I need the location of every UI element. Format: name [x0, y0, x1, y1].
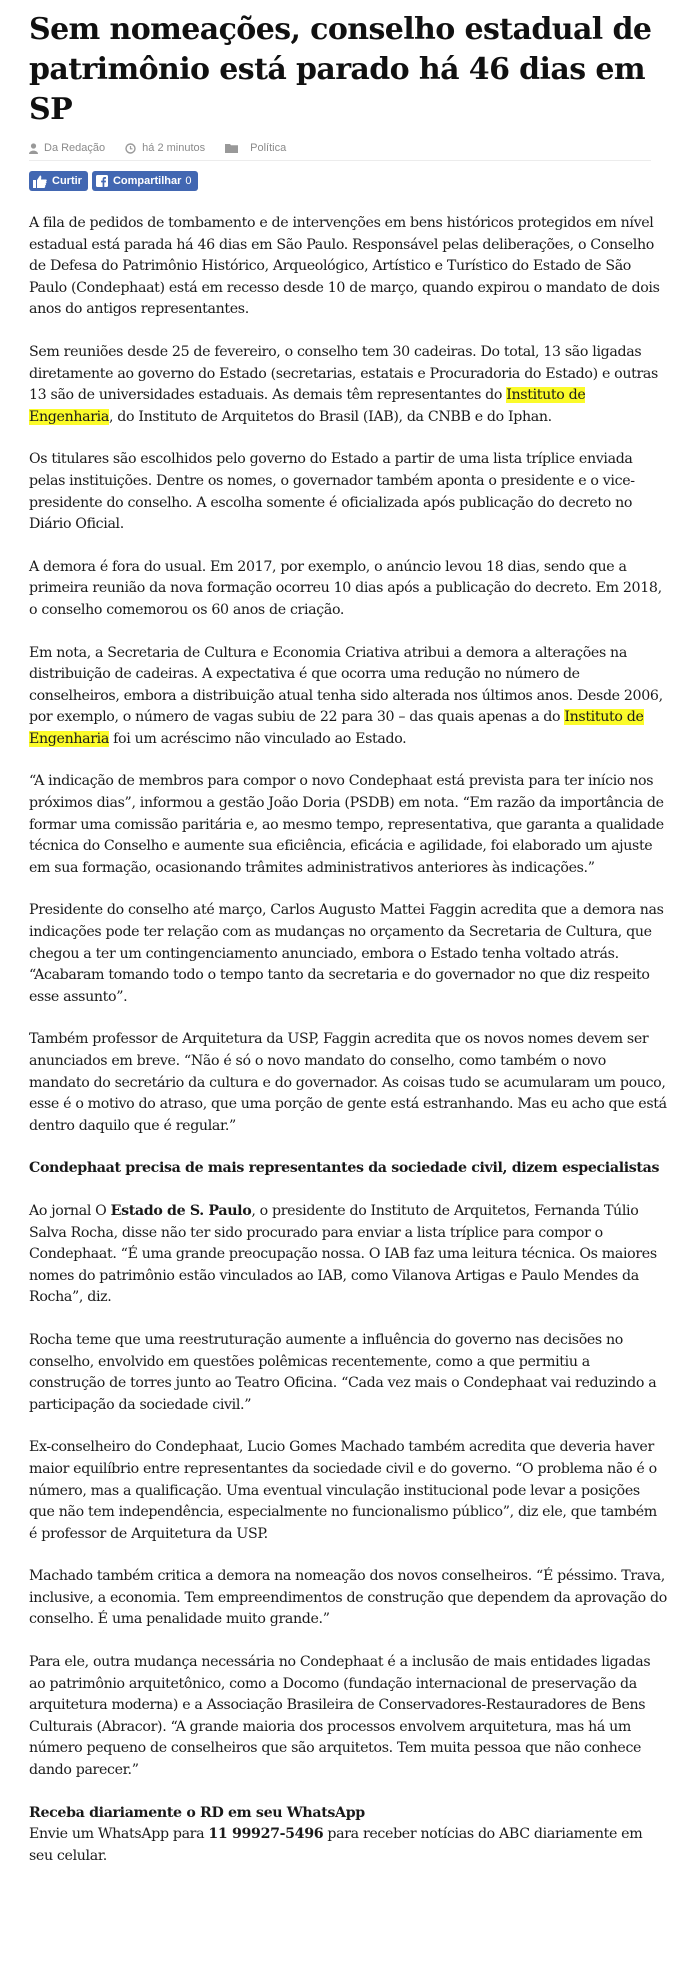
folder-icon	[225, 143, 238, 153]
like-label: Curtir	[52, 175, 82, 187]
highlighted-link-instituto-engenharia[interactable]: Instituto de Engenharia	[29, 387, 586, 425]
whatsapp-promo	[29, 1803, 669, 1868]
publish-time: há 2 minutos	[142, 142, 206, 154]
paragraph: Machado também critica a demora na nomeação dos novos conselheiros. “É péssimo. Trava, inclusive, a economia. Tem empreendimentos de construção que dependem da aprovação do conselho. É uma penalidade muito grande.”	[29, 1568, 667, 1628]
article-meta	[29, 142, 651, 161]
facebook-icon	[96, 175, 108, 187]
meta-category[interactable]	[225, 142, 286, 154]
paragraph	[29, 643, 669, 751]
paragraph-text: , do Instituto de Arquitetos do Brasil (IAB), da CNBB e do Iphan.	[108, 408, 552, 425]
share-button[interactable]	[92, 171, 198, 191]
paragraph: Rocha teme que uma reestruturação aumente a influência do governo nas decisões no conselho, envolvido em questões polêmicas recentemente, como a que permitiu a construção de torres junto ao Teatro Oficina. “Cada vez mais o Condephaat vai reduzindo a participação da sociedade civil.”	[29, 1331, 657, 1413]
meta-author[interactable]	[29, 142, 105, 154]
share-count: 0	[185, 175, 192, 187]
paragraph	[29, 1201, 669, 1309]
paragraph: “A indicação de membros para compor o novo Condephaat está prevista para ter início nos próximos dias”, informou a gestão João Doria (PSDB) em nota. “Em razão da importância de formar uma comissão paritária e, ao mesmo tempo, representativa, que garanta a qualidade técnica do Conselho e aumente sua eficiência, eficácia e agilidade, foi elaborado um ajuste em sua formação, ocasionando trâmites administrativos anteriores às indicações.”	[29, 773, 664, 876]
whatsapp-text	[29, 1824, 669, 1867]
paragraph: Também professor de Arquitetura da USP, Faggin acredita que os novos nomes devem ser anunciados em breve. “Não é só o novo mandato do conselho, como também o novo mandato do secretário da cultura e do governador. As coisas tudo se acumularam um pouco, esse é o motivo do atraso, que uma porção de gente está estranhando. Mas eu acho que está dentro daquilo que é regular.”	[29, 1031, 667, 1134]
whatsapp-phone[interactable]: 11 99927-5496	[208, 1826, 324, 1843]
share-label: Compartilhar	[112, 175, 182, 187]
newspaper-name: Estado de S. Paulo	[110, 1202, 252, 1219]
article-body	[29, 213, 669, 1867]
paragraph-text: Sem reuniões desde 25 de fevereiro, o conselho tem 30 cadeiras. Do total, 13 são ligadas diretamente ao governo do Estado (secretarias, estatais e Procuradoria do Estado) e outras 13 são de universidades estaduais. As demais têm representantes do	[29, 343, 658, 404]
user-icon	[29, 143, 38, 154]
whatsapp-title: Receba diariamente o RD em seu WhatsApp	[29, 1804, 365, 1821]
paragraph: A demora é fora do usual. Em 2017, por exemplo, o anúncio levou 18 dias, sendo que a primeira reunião da nova formação ocorreu 10 dias após a publicação do decreto. Em 2018, o conselho comemorou os 60 anos de criação.	[29, 558, 662, 618]
paragraph-text: Em nota, a Secretaria de Cultura e Economia Criativa atribui a demora a alterações na distribuição de cadeiras. A expectativa é que ocorra uma redução no número de conselheiros, embora a distribuição atual tenha sido alterada nos últimos anos. Desde 2006, por exemplo, o número de vagas subiu de 22 para 30 – das quais apenas a do	[29, 644, 663, 726]
clock-icon	[125, 143, 136, 154]
paragraph: Ex-conselheiro do Condephaat, Lucio Gomes Machado também acredita que deveria haver maior equilíbrio entre representantes da sociedade civil e do governo. “O problema não é o número, mas a qualificação. Uma eventual vinculação institucional pode levar a posições que não tem independência, especialmente no funcionalismo público”, diz ele, que também é professor de Arquitetura da USP.	[29, 1439, 657, 1542]
paragraph-text: , o presidente do Instituto de Arquitetos, Fernanda Túlio Salva Rocha, disse não ter sido procurado para enviar a lista tríplice para compor o Condephaat. “É uma grande preocupação nossa. O IAB faz uma leitura técnica. Os maiores nomes do patrimônio estão vinculados ao IAB, como Vilanova Artigas e Paulo Mendes da Rocha”, diz.	[29, 1202, 657, 1306]
thumbs-up-icon	[33, 175, 47, 188]
meta-time	[125, 142, 205, 154]
article-title: Sem nomeações, conselho estadual de patrimônio está parado há 46 dias em SP	[29, 12, 652, 127]
paragraph: Presidente do conselho até março, Carlos Augusto Mattei Faggin acredita que a demora nas indicações pode ter relação com as mudanças no orçamento da Secretaria de Cultura, que chegou a ter um contingenciamento anunciado, embora o Estado tenha voltado atrás. “Acabaram tomando todo o tempo tanto da secretaria e do governador no que diz respeito esse assunto”.	[29, 902, 664, 1005]
paragraph: Para ele, outra mudança necessária no Condephaat é a inclusão de mais entidades ligadas ao patrimônio arquitetônico, como a Docomo (fundação internacional de preservação da arquitetura moderna) e a Associação Brasileira de Conservadores-Restauradores de Bens Culturais (Abracor). “A grande maioria dos processos envolvem arquitetura, mas há um número pequeno de conselheiros que são arquitetos. Tem muita pessoa que não conhece dando parecer.”	[29, 1654, 651, 1779]
social-buttons	[29, 171, 661, 191]
article	[29, 0, 667, 1867]
paragraph-text: foi um acréscimo não vinculado ao Estado.	[108, 730, 407, 747]
section-subheading: Condephaat precisa de mais representantes da sociedade civil, dizem especialistas	[29, 1160, 660, 1177]
highlighted-link-instituto-engenharia[interactable]: Instituto de Engenharia	[29, 709, 644, 747]
author-name: Da Redação	[44, 142, 106, 154]
whatsapp-text-b: para receber notícias do ABC diariamente em seu celular.	[29, 1826, 643, 1864]
category-link[interactable]: Política	[250, 142, 287, 154]
paragraph: Os titulares são escolhidos pelo governo do Estado a partir de uma lista tríplice enviada pelas instituições. Dentre os nomes, o governador também aponta o presidente e o vice-presidente do conselho. A escolha somente é oficializada após publicação do decreto no Diário Oficial.	[29, 451, 635, 533]
whatsapp-text-a: Envie um WhatsApp para	[29, 1826, 209, 1843]
paragraph	[29, 342, 669, 428]
paragraph-text: Ao jornal O	[29, 1202, 111, 1219]
paragraph: A fila de pedidos de tombamento e de intervenções em bens históricos protegidos em nível estadual está parada há 46 dias em São Paulo. Responsável pelas deliberações, o Conselho de Defesa do Patrimônio Histórico, Arqueológico, Artístico e Turístico do Estado de São Paulo (Condephaat) está em recesso desde 10 de março, quando expirou o mandato de dois anos do antigos representantes.	[29, 215, 660, 318]
like-button[interactable]	[29, 171, 88, 191]
